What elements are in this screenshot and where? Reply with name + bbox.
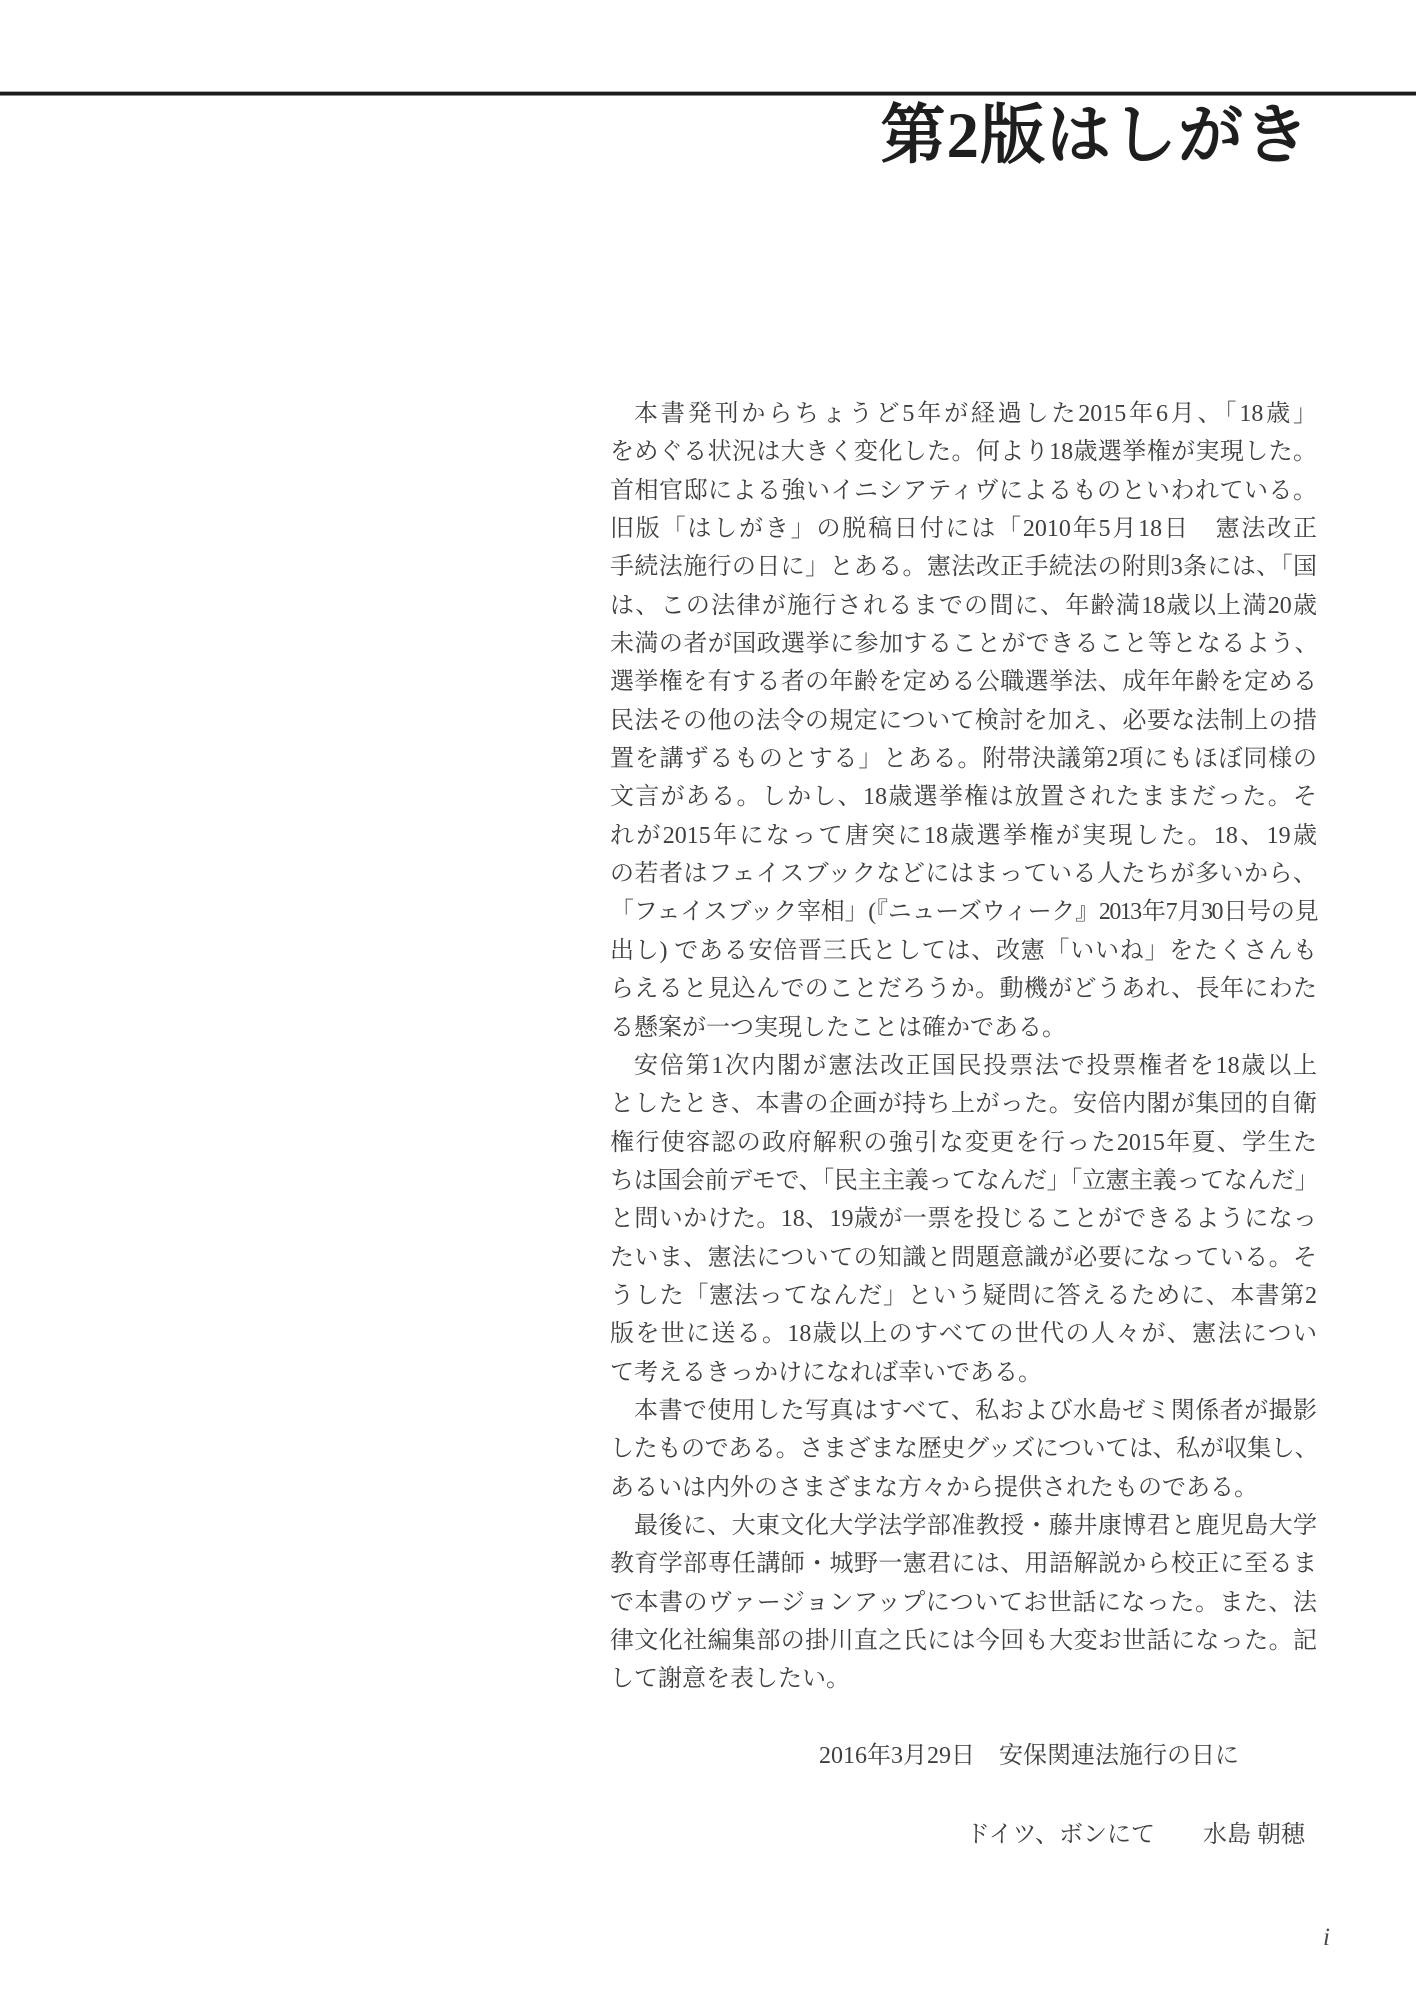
body-line: 手続法施行の日に」とある。憲法改正手続法の附則3条には、「国 [610, 554, 1317, 581]
body-line: 最後に、大東文化大学法学部准教授・藤井康博君と鹿児島大学 [634, 1512, 1317, 1539]
body-line: 旧版「はしがき」の脱稿日付には「2010年5月18日 憲法改正 [610, 516, 1317, 543]
body-line: 文言がある。しかし、18歳選挙権は放置されたままだった。そ [610, 784, 1317, 811]
body-line: 民法その他の法令の規定について検討を加え、必要な法制上の措 [610, 707, 1317, 734]
body-line: 本書発刊からちょうど5年が経過した2015年6月、「18歳」 [634, 401, 1317, 427]
body-line: 教育学部専任講師・城野一憲君には、用語解説から校正に至るま [610, 1551, 1317, 1578]
body-line: 出し) である安倍晋三氏としては、改憲「いいね」をたくさんも [610, 937, 1317, 964]
body-line: らえると見込んでのことだろうか。動機がどうあれ、長年にわた [610, 976, 1317, 1003]
body-line: で本書のヴァージョンアップについてお世話になった。また、法 [610, 1589, 1317, 1616]
body-line: 安倍第1次内閣が憲法改正国民投票法で投票権者を18歳以上 [634, 1052, 1317, 1079]
body-line: る懸案が一つ実現したことは確かである。 [610, 1014, 1066, 1041]
body-line: と問いかけた。18、19歳が一票を投じることができるようになっ [610, 1206, 1317, 1233]
body-line: うした「憲法ってなんだ」という疑問に答えるために、本書第2 [610, 1282, 1317, 1309]
body-line: したものである。さまざまな歴史グッズについては、私が収集し、 [610, 1436, 1317, 1463]
body-line: 本書で使用した写真はすべて、私および水島ゼミ関係者が撮影 [634, 1397, 1317, 1424]
body-line: 律文化社編集部の掛川直之氏には今回も大変お世話になった。記 [610, 1628, 1317, 1654]
body-line: 首相官邸による強いイニシアティヴによるものといわれている。 [610, 477, 1317, 504]
body-line: としたとき、本書の企画が持ち上がった。安倍内閣が集団的自衛 [610, 1091, 1317, 1118]
body-line: 置を講ずるものとする」とある。附帯決議第2項にもほぼ同様の [610, 746, 1317, 773]
body-line: 「フェイスブック宰相」(『ニューズウィーク』2013年7月30日号の見 [610, 899, 1317, 926]
body-line: 未満の者が国政選挙に参加することができること等となるよう、 [610, 631, 1317, 658]
date-line: 2016年3月29日 安保関連法施行の日に [819, 1743, 1239, 1769]
page-title: 第2版はしがき [880, 100, 1310, 172]
body-line: して謝意を表したい。 [610, 1666, 850, 1693]
signature-line: ドイツ、ボンにて 水島 朝穂 [965, 1822, 1305, 1848]
body-line: れが2015年になって唐突に18歳選挙権が実現した。18、19歳 [610, 822, 1317, 849]
body-line: たいま、憲法についての知識と問題意識が必要になっている。そ [610, 1244, 1317, 1271]
body-line: ちは国会前デモで、「民主主義ってなんだ」「立憲主義ってなんだ」 [610, 1167, 1317, 1194]
body-line: 選挙権を有する者の年齢を定める公職選挙法、成年年齢を定める [610, 669, 1317, 696]
body-text [610, 395, 1317, 1699]
body-line: 版を世に送る。18歳以上のすべての世代の人々が、憲法につい [610, 1321, 1317, 1348]
body-line: 権行使容認の政府解釈の強引な変更を行った2015年夏、学生た [610, 1129, 1317, 1156]
body-line: は、この法律が施行されるまでの間に、年齢満18歳以上満20歳 [610, 592, 1317, 619]
body-line: をめぐる状況は大きく変化した。何より18歳選挙権が実現した。 [610, 439, 1317, 466]
page-number: i [1323, 1924, 1330, 1951]
body-line: あるいは内外のさまざまな方々から提供されたものである。 [610, 1474, 1258, 1501]
body-line: て考えるきっかけになれば幸いである。 [610, 1359, 1042, 1386]
body-line: の若者はフェイスブックなどにはまっている人たちが多いから、 [610, 861, 1317, 888]
